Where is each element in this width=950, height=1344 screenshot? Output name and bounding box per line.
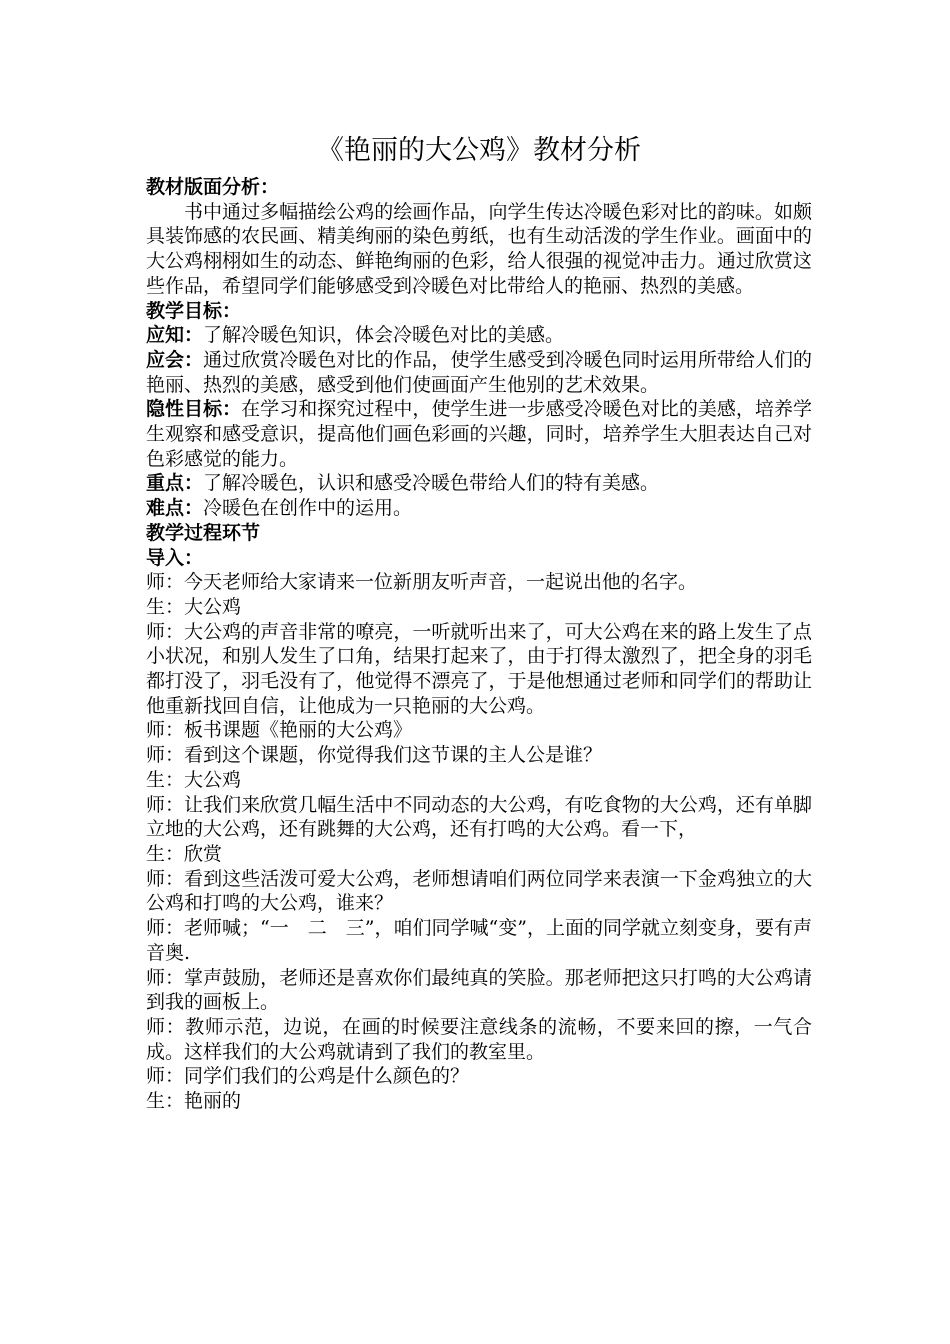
dialogue-line: 生：艳丽的 — [146, 1090, 242, 1113]
dialogue-line: 师：看到这些活泼可爱大公鸡，老师想请咱们两位同学来表演一下金鸡独立的大公鸡和打鸣的大公鸡，谁来？ — [146, 867, 812, 915]
dialogue-line: 师：同学们我们的公鸡是什么颜色的？ — [146, 1065, 470, 1088]
section-heading-layout: 教材版面分析： — [146, 176, 280, 198]
goal-hidden — [146, 397, 812, 471]
goal-can-label: 应会： — [146, 348, 204, 371]
dialogue-line: 生：大公鸡 — [146, 768, 242, 791]
dialogue-line: 生：欣赏 — [146, 842, 223, 865]
goal-hidden-label: 隐性目标： — [146, 398, 242, 421]
goal-know-label: 应知： — [146, 324, 204, 347]
goal-key-text: 了解冷暖色，认识和感受冷暖色带给人们的特有美感。 — [203, 472, 660, 495]
dialogue-line: 师：教师示范，边说，在画的时候要注意线条的流畅，不要来回的擦，一气合成。这样我们的大公鸡就请到了我们的教室里。 — [146, 1015, 812, 1063]
goal-key-label: 重点： — [146, 472, 204, 495]
goal-hard-label: 难点： — [146, 497, 204, 520]
document-page — [146, 133, 812, 1114]
goal-hard — [146, 496, 812, 521]
dialogue-line: 生：大公鸡 — [146, 595, 242, 618]
dialogue-line: 师：看到这个课题，你觉得我们这节课的主人公是谁？ — [146, 744, 603, 767]
goal-know — [146, 323, 812, 348]
dialogue-line: 师：今天老师给大家请来一位新朋友听声音，一起说出他的名字。 — [146, 571, 698, 594]
dialogue-line: 师：让我们来欣赏几幅生活中不同动态的大公鸡，有吃食物的大公鸡，还有单脚立地的大公鸡，还有跳舞的大公鸡，还有打鸣的大公鸡。看一下， — [146, 793, 812, 841]
goal-know-text: 了解冷暖色知识，体会冷暖色对比的美感。 — [203, 324, 565, 347]
dialogue-line: 师：老师喊；“一 二 三”，咱们同学喊“变”，上面的同学就立刻变身，要有声音奥. — [146, 917, 812, 964]
goal-can — [146, 348, 812, 397]
section-heading-intro: 导入： — [146, 546, 204, 569]
dialogue-line: 师：板书课题《艳丽的大公鸡》 — [146, 719, 413, 742]
dialogue-line: 师：掌声鼓励，老师还是喜欢你们最纯真的笑脸。那老师把这只打鸣的大公鸡请到我的画板上。 — [146, 966, 812, 1014]
layout-analysis-paragraph: 书中通过多幅描绘公鸡的绘画作品，向学生传达冷暖色彩对比的韵味。如颇具装饰感的农民画、精美绚丽的染色剪纸，也有生动活泼的学生作业。画面中的大公鸡栩栩如生的动态、鲜艳绚丽的色彩，给人很强的视觉冲击力。通过欣赏这些作品，希望同学们能够感受到冷暖色对比带给人的艳丽、热烈的美感。 — [146, 200, 812, 297]
goal-hidden-text: 在学习和探究过程中，使学生进一步感受冷暖色对比的美感，培养学生观察和感受意识，提高他们画色彩画的兴趣，同时，培养学生大胆表达自己对色彩感觉的能力。 — [146, 398, 812, 470]
section-heading-goals: 教学目标： — [146, 299, 242, 322]
dialogue-line: 师：大公鸡的声音非常的嘹亮，一听就听出来了，可大公鸡在来的路上发生了点小状况，和别人发生了口角，结果打起来了，由于打得太激烈了，把全身的羽毛都打没了，羽毛没有了，他觉得不漂亮了，于是他想通过老师和同学们的帮助让他重新找回自信，让他成为一只艳丽的大公鸡。 — [146, 620, 812, 717]
document-title: 《艳丽的大公鸡》教材分析 — [317, 135, 641, 166]
section-heading-process: 教学过程环节 — [146, 521, 261, 544]
goal-key — [146, 471, 812, 496]
goal-hard-text: 冷暖色在创作中的运用。 — [203, 497, 413, 520]
goal-can-text: 通过欣赏冷暖色对比的作品，使学生感受到冷暖色同时运用所带给人们的艳丽、热烈的美感，感受到他们使画面产生他别的艺术效果。 — [146, 348, 812, 396]
